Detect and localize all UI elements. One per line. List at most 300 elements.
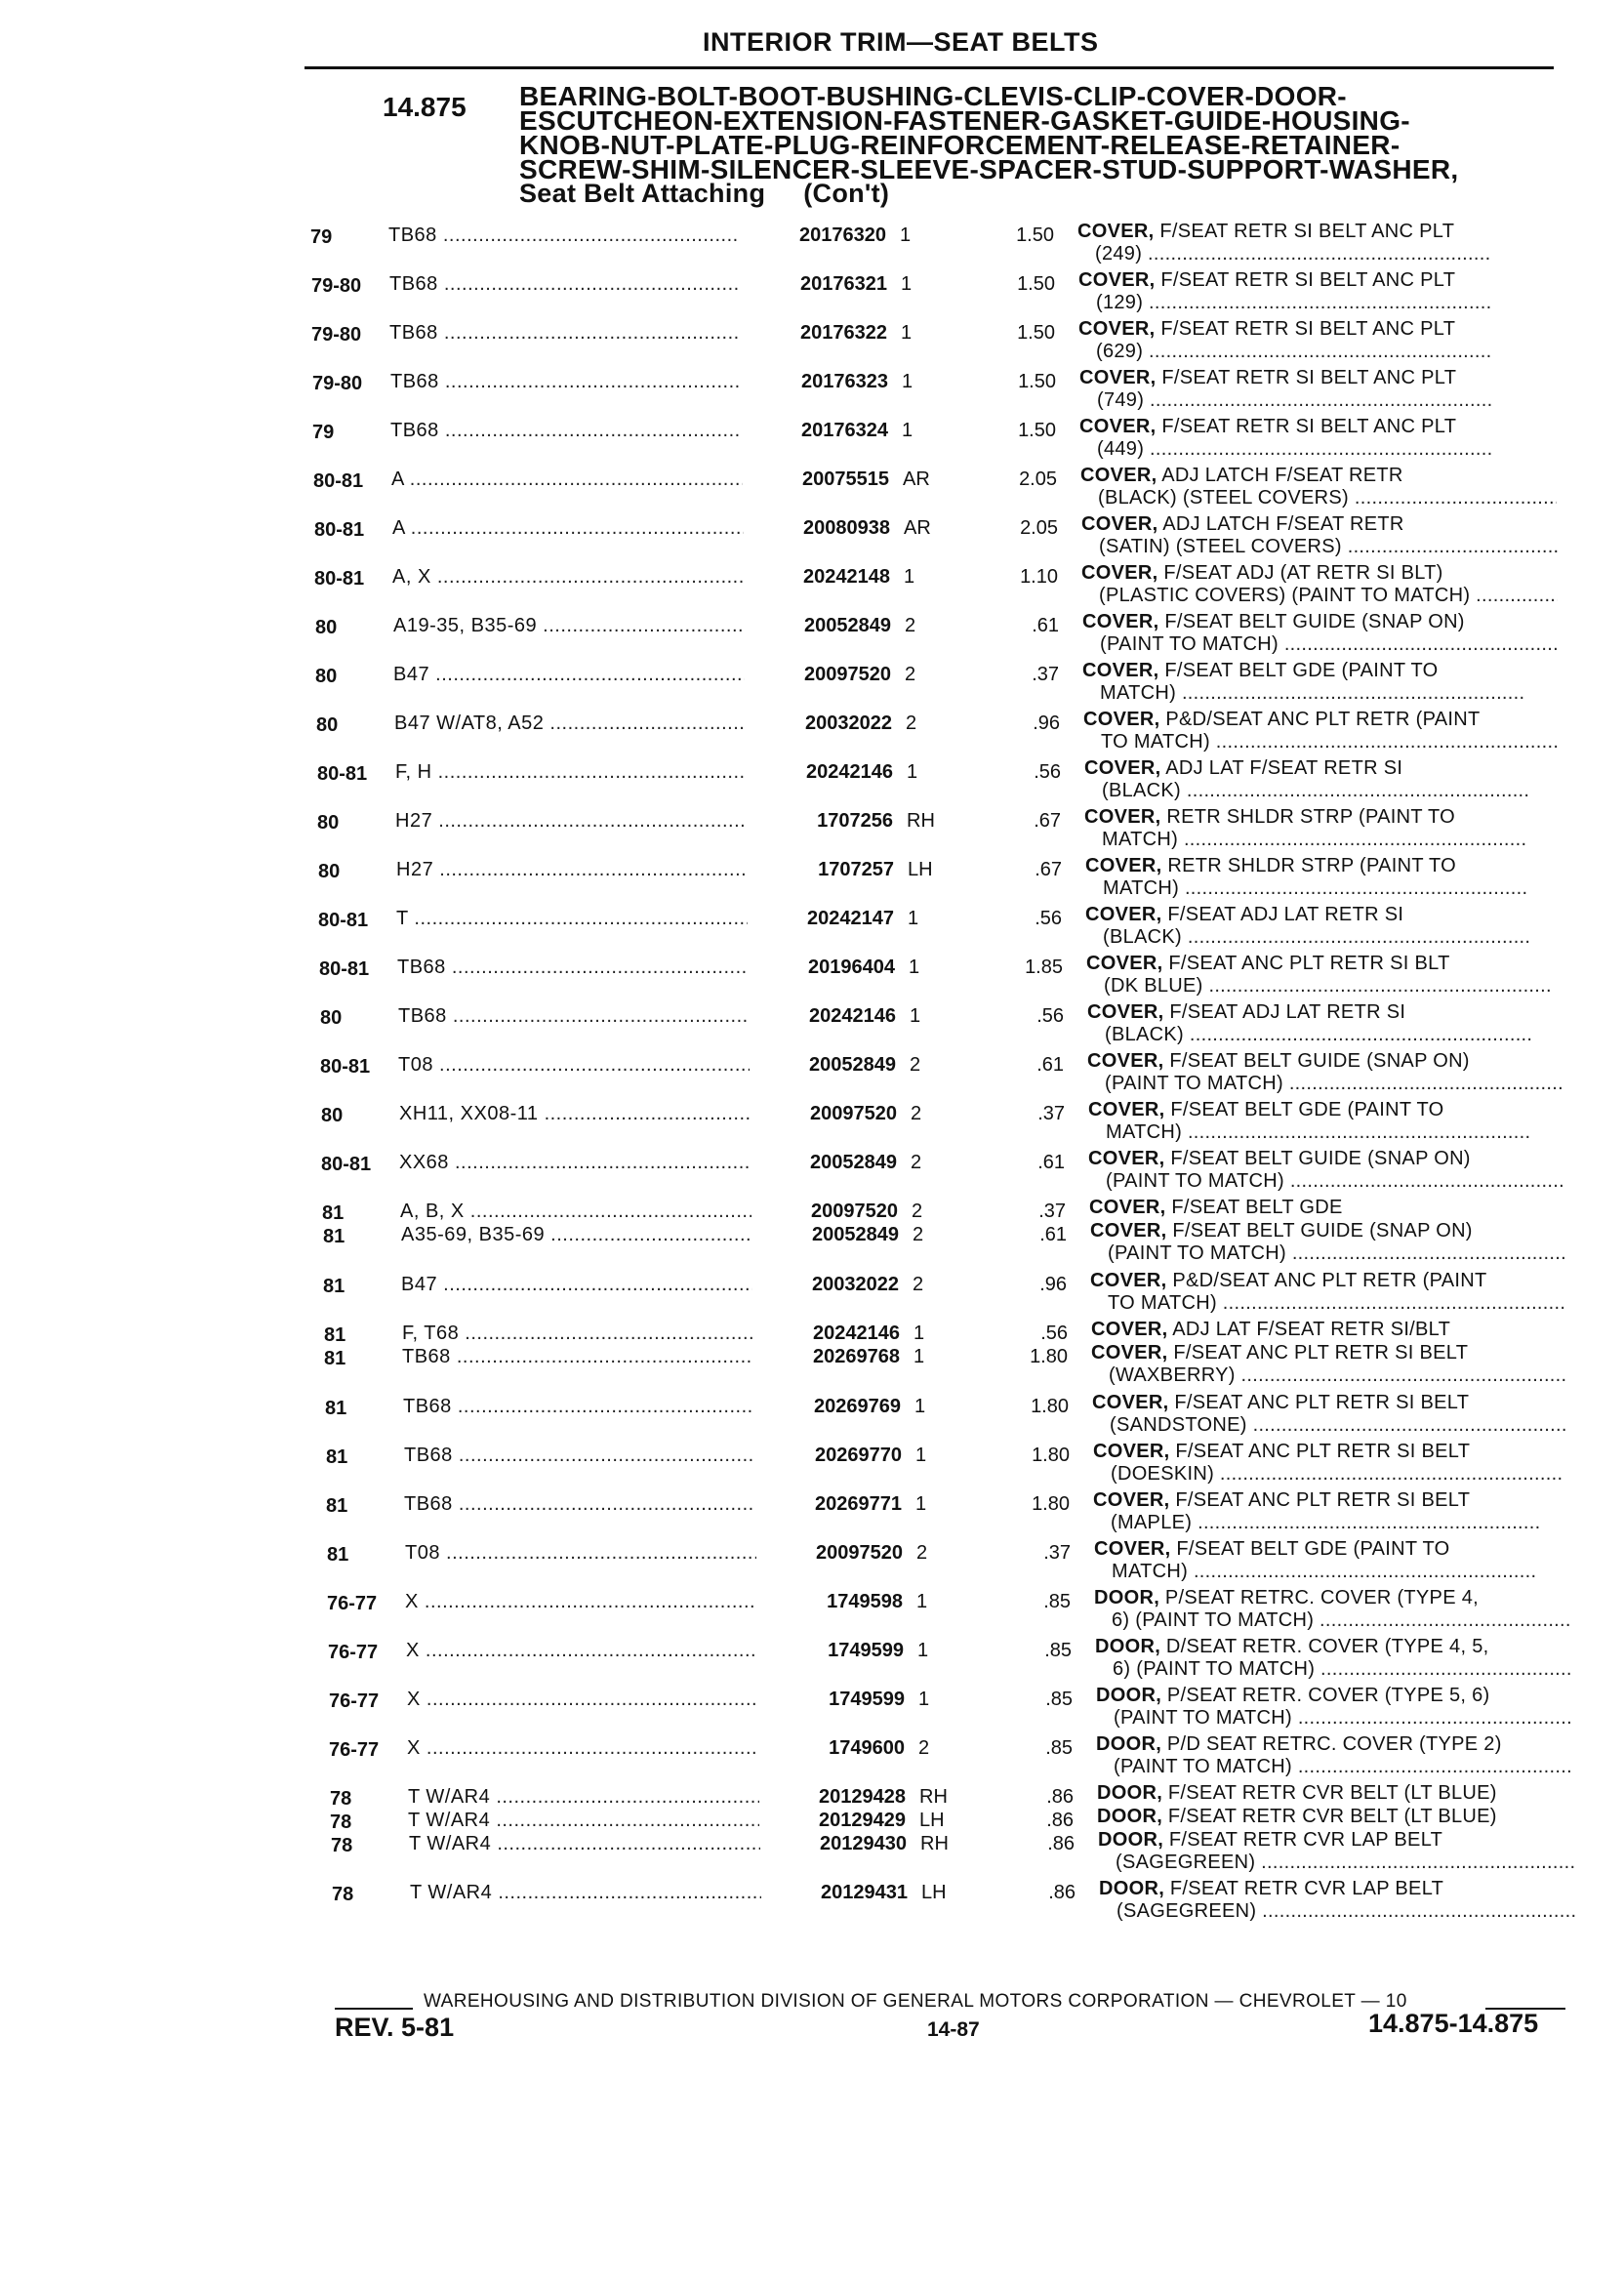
quantity-cell: LH (921, 1882, 947, 1903)
description-continuation: MATCH) ..... (1102, 829, 1561, 851)
year-cell: 78 (330, 1788, 352, 1810)
quantity-cell: 1 (914, 1323, 925, 1344)
year-cell: 76-77 (329, 1690, 380, 1712)
part-number-cell: 20097520 (816, 1542, 903, 1564)
description-cell: COVER, F/SEAT RETR SI BELT ANC PLT (1079, 416, 1457, 437)
price-cell: 2.05 (1020, 517, 1058, 539)
year-cell: 81 (326, 1495, 348, 1517)
description-continuation: (PAINT TO MATCH) ..... (1114, 1707, 1572, 1730)
model-cell: T W/AR4 ..... (408, 1786, 759, 1809)
part-number-cell: 20196404 (808, 957, 895, 978)
table-row (11, 1099, 1624, 1148)
price-cell: 1.10 (1020, 566, 1058, 588)
price-cell: .61 (1036, 1054, 1064, 1076)
price-cell: 1.80 (1032, 1445, 1070, 1466)
year-cell: 80-81 (319, 958, 370, 980)
table-row (21, 1878, 1624, 1927)
price-cell: .85 (1043, 1591, 1071, 1612)
part-number-cell: 20242146 (813, 1323, 900, 1344)
model-cell: A ..... (391, 468, 743, 491)
price-cell: .86 (1046, 1810, 1074, 1831)
footer-rule-left (335, 2008, 413, 2010)
quantity-cell: 2 (906, 712, 917, 734)
part-number-cell: 1749599 (829, 1689, 905, 1710)
description-cell: DOOR, F/SEAT RETR CVR LAP BELT (1099, 1878, 1444, 1899)
price-cell: .67 (1034, 810, 1061, 832)
quantity-cell: LH (908, 859, 933, 880)
model-cell: TB68 ..... (389, 322, 741, 345)
description-cell: COVER, ADJ LAT F/SEAT RETR SI (1084, 757, 1403, 779)
part-number-cell: 20032022 (805, 712, 892, 734)
description-continuation: (SAGEGREEN) ..... (1116, 1852, 1574, 1874)
description-cell: COVER, F/SEAT RETR SI BELT ANC PLT (1078, 269, 1456, 291)
description-continuation: (749) ..... (1097, 389, 1556, 412)
price-cell: .61 (1037, 1152, 1065, 1173)
part-number-cell: 20052849 (804, 615, 891, 636)
description-cell: COVER, F/SEAT ANC PLT RETR SI BELT (1092, 1392, 1470, 1413)
description-continuation: (629) ..... (1096, 341, 1555, 363)
year-cell: 80-81 (321, 1154, 372, 1175)
price-cell: .61 (1039, 1224, 1067, 1245)
table-row (0, 221, 1624, 269)
model-cell: A, B, X ..... (400, 1201, 751, 1223)
price-cell: 1.80 (1032, 1493, 1070, 1515)
part-number-cell: 1749600 (829, 1737, 905, 1759)
section-number: 14.875 (383, 92, 467, 122)
price-cell: .85 (1045, 1737, 1073, 1759)
model-cell: A19-35, B35-69 ..... (393, 615, 745, 637)
description-cell: COVER, F/SEAT BELT GUIDE (SNAP ON) (1087, 1050, 1470, 1072)
part-number-cell: 20269770 (815, 1445, 902, 1466)
description-cell: COVER, F/SEAT RETR SI BELT ANC PLT (1079, 367, 1457, 388)
year-cell: 76-77 (327, 1593, 378, 1614)
description-continuation: (249) ..... (1095, 243, 1554, 265)
quantity-cell: 2 (918, 1737, 930, 1759)
description-continuation: MATCH) ..... (1112, 1561, 1570, 1583)
description-continuation: 6) (PAINT TO MATCH) ..... (1112, 1609, 1570, 1632)
quantity-cell: 1 (914, 1396, 926, 1417)
year-cell: 81 (323, 1276, 345, 1297)
part-number-cell: 20269769 (814, 1396, 901, 1417)
description-cell: COVER, F/SEAT ADJ LAT RETR SI (1087, 1001, 1406, 1023)
part-number-cell: 20080938 (803, 517, 890, 539)
description-continuation: MATCH) ..... (1103, 877, 1562, 900)
quantity-cell: RH (907, 810, 935, 832)
description-continuation: MATCH) ..... (1100, 682, 1559, 705)
part-number-cell: 20269768 (813, 1346, 900, 1367)
year-cell: 81 (326, 1446, 348, 1468)
description-cell: DOOR, F/SEAT RETR CVR BELT (LT BLUE) (1097, 1806, 1497, 1827)
price-cell: .86 (1047, 1833, 1075, 1854)
price-cell: 1.50 (1017, 322, 1055, 344)
description-continuation: (SAGEGREEN) ..... (1116, 1900, 1575, 1923)
quantity-cell: 1 (907, 761, 918, 783)
quantity-cell: 2 (905, 664, 916, 685)
description-continuation: 6) (PAINT TO MATCH) ..... (1113, 1658, 1571, 1681)
price-cell: .61 (1032, 615, 1059, 636)
table-row (19, 1685, 1624, 1733)
description-continuation: (BLACK) ..... (1105, 1024, 1563, 1046)
table-row (16, 1489, 1624, 1538)
model-cell: X ..... (405, 1591, 756, 1613)
description-cell: COVER, F/SEAT BELT GUIDE (SNAP ON) (1082, 611, 1465, 632)
year-cell: 76-77 (329, 1739, 380, 1761)
quantity-cell: AR (903, 468, 930, 490)
description-continuation: (PAINT TO MATCH) ..... (1106, 1170, 1564, 1193)
description-continuation: (DOESKIN) ..... (1111, 1463, 1569, 1486)
description-cell: DOOR, P/SEAT RETR. COVER (TYPE 5, 6) (1096, 1685, 1490, 1706)
year-cell: 76-77 (328, 1642, 379, 1663)
section-range: 14.875-14.875 (1368, 2009, 1539, 2038)
description-cell: COVER, F/SEAT ADJ (AT RETR SI BLT) (1081, 562, 1443, 584)
price-cell: .85 (1044, 1640, 1072, 1661)
year-cell: 79 (310, 226, 333, 248)
part-number-cell: 20176322 (800, 322, 887, 344)
quantity-cell: 2 (913, 1224, 924, 1245)
part-number-cell: 20242148 (803, 566, 890, 588)
table-row (14, 1342, 1624, 1391)
quantity-cell: 1 (917, 1640, 929, 1661)
description-continuation: TO MATCH) ..... (1108, 1292, 1566, 1315)
section-title-line: SCREW-SHIM-SILENCER-SLEEVE-SPACER-STUD-SUPPORT-WASHER, (519, 154, 1459, 184)
part-number-cell: 20176323 (801, 371, 888, 392)
part-number-cell: 20176324 (801, 420, 888, 441)
year-cell: 80 (318, 861, 341, 882)
price-cell: .56 (1034, 761, 1061, 783)
year-cell: 81 (327, 1544, 349, 1566)
year-cell: 81 (324, 1324, 346, 1346)
year-cell: 78 (331, 1835, 353, 1856)
year-cell: 80 (316, 714, 339, 736)
section-title-line: BEARING-BOLT-BOOT-BUSHING-CLEVIS-CLIP-COVER-DOOR- (519, 81, 1347, 111)
price-cell: .96 (1033, 712, 1060, 734)
description-continuation: (PAINT TO MATCH) ..... (1114, 1756, 1572, 1778)
description-cell: COVER, ADJ LATCH F/SEAT RETR (1080, 465, 1403, 486)
quantity-cell: 1 (909, 957, 920, 978)
quantity-cell: LH (919, 1810, 945, 1831)
quantity-cell: RH (920, 1833, 949, 1854)
model-cell: T W/AR4 ..... (408, 1810, 759, 1832)
part-number-cell: 20052849 (810, 1152, 897, 1173)
table-row (7, 757, 1624, 806)
quantity-cell: 1 (915, 1445, 927, 1466)
description-continuation: (PAINT TO MATCH) ..... (1108, 1242, 1566, 1265)
table-row (17, 1538, 1624, 1587)
description-cell: COVER, F/SEAT BELT GUIDE (SNAP ON) (1088, 1148, 1471, 1169)
description-continuation: (129) ..... (1096, 292, 1555, 314)
description-cell: COVER, F/SEAT BELT GDE (PAINT TO (1094, 1538, 1450, 1560)
description-continuation: (BLACK) ..... (1102, 780, 1561, 802)
table-row (10, 1050, 1624, 1099)
part-number-cell: 20176320 (799, 224, 886, 246)
model-cell: XH11, XX08-11 ..... (399, 1103, 751, 1125)
description-cell: COVER, F/SEAT ANC PLT RETR SI BELT (1093, 1441, 1471, 1462)
part-number-cell: 20097520 (811, 1201, 898, 1222)
price-cell: 1.50 (1018, 420, 1056, 441)
description-cell: COVER, RETR SHLDR STRP (PAINT TO (1085, 855, 1457, 876)
table-row (13, 1220, 1624, 1269)
table-row (7, 806, 1624, 855)
year-cell: 78 (332, 1884, 354, 1905)
description-cell: COVER, F/SEAT ADJ LAT RETR SI (1085, 904, 1404, 925)
price-cell: .86 (1048, 1882, 1076, 1903)
model-cell: X ..... (407, 1737, 758, 1760)
price-cell: .56 (1036, 1005, 1064, 1027)
part-number-cell: 20129428 (819, 1786, 906, 1808)
table-row (2, 416, 1624, 465)
description-continuation: (449) ..... (1097, 438, 1556, 461)
model-cell: TB68 ..... (397, 957, 749, 979)
part-number-cell: 1707257 (818, 859, 894, 880)
model-cell: TB68 ..... (404, 1493, 755, 1516)
part-number-cell: 20032022 (812, 1274, 899, 1295)
model-cell: TB68 ..... (390, 420, 742, 442)
quantity-cell: 1 (918, 1689, 930, 1710)
description-cell: COVER, F/SEAT RETR SI BELT ANC PLT (1077, 221, 1455, 242)
description-cell: DOOR, P/D SEAT RETRC. COVER (TYPE 2) (1096, 1733, 1502, 1755)
table-row (17, 1587, 1624, 1636)
table-row (8, 855, 1624, 904)
model-cell: A35-69, B35-69 ..... (401, 1224, 752, 1246)
model-cell: XX68 ..... (399, 1152, 751, 1174)
section-title-line: KNOB-NUT-PLATE-PLUG-REINFORCEMENT-RELEASE-RETAINER- (519, 130, 1401, 160)
quantity-cell: 1 (916, 1591, 928, 1612)
price-cell: .37 (1037, 1103, 1065, 1124)
table-row (19, 1733, 1624, 1782)
year-cell: 80-81 (317, 763, 368, 785)
quantity-cell: 1 (902, 420, 914, 441)
model-cell: X ..... (407, 1689, 758, 1711)
part-number-cell: 20269771 (815, 1493, 902, 1515)
revision-label: REV. 5-81 (335, 2013, 455, 2042)
quantity-cell: 2 (905, 615, 916, 636)
price-cell: 1.80 (1031, 1396, 1069, 1417)
model-cell: B47 ..... (393, 664, 745, 686)
table-row (11, 1148, 1624, 1197)
footer-division: WAREHOUSING AND DISTRIBUTION DIVISION OF GENERAL MOTORS CORPORATION — CHEVROLET — 10 (424, 1991, 1407, 2012)
description-continuation: (WAXBERRY) ..... (1109, 1364, 1567, 1387)
table-row (15, 1392, 1624, 1441)
model-cell: T08 ..... (405, 1542, 756, 1565)
model-cell: A, X ..... (392, 566, 744, 589)
model-cell: TB68 ..... (389, 273, 741, 296)
description-cell: COVER, P&D/SEAT ANC PLT RETR (PAINT (1090, 1270, 1487, 1291)
price-cell: .37 (1032, 664, 1059, 685)
description-cell: COVER, F/SEAT ANC PLT RETR SI BELT (1091, 1342, 1469, 1364)
price-cell: 1.80 (1030, 1346, 1068, 1367)
description-cell: COVER, F/SEAT BELT GDE (1089, 1197, 1343, 1218)
description-cell: COVER, P&D/SEAT ANC PLT RETR (PAINT (1083, 709, 1481, 730)
description-continuation: (DK BLUE) ..... (1104, 975, 1563, 998)
quantity-cell: AR (904, 517, 931, 539)
quantity-cell: 1 (901, 273, 913, 295)
year-cell: 80-81 (318, 910, 369, 931)
section-title-line: ESCUTCHEON-EXTENSION-FASTENER-GASKET-GUIDE-HOUSING- (519, 105, 1410, 136)
description-cell: COVER, F/SEAT BELT GUIDE (SNAP ON) (1090, 1220, 1473, 1242)
model-cell: H27 ..... (396, 859, 748, 881)
part-number-cell: 20242146 (809, 1005, 896, 1027)
table-row (5, 660, 1624, 709)
description-cell: COVER, F/SEAT BELT GDE (PAINT TO (1082, 660, 1439, 681)
part-number-cell: 20129430 (820, 1833, 907, 1854)
model-cell: T08 ..... (398, 1054, 750, 1077)
year-cell: 78 (330, 1812, 352, 1833)
quantity-cell: RH (919, 1786, 948, 1808)
part-number-cell: 20129431 (821, 1882, 908, 1903)
model-cell: F, H ..... (395, 761, 747, 784)
model-cell: T W/AR4 ..... (409, 1833, 760, 1855)
page-number: 14-87 (927, 2018, 980, 2041)
price-cell: .67 (1035, 859, 1062, 880)
price-cell: .37 (1038, 1201, 1066, 1222)
table-row (18, 1636, 1624, 1685)
price-cell: .86 (1046, 1786, 1074, 1808)
description-continuation: (PAINT TO MATCH) ..... (1105, 1073, 1563, 1095)
year-cell: 80 (317, 812, 340, 834)
quantity-cell: 1 (915, 1493, 927, 1515)
year-cell: 79-80 (311, 324, 362, 346)
part-number-cell: 1749599 (828, 1640, 904, 1661)
description-continuation: (SANDSTONE) ..... (1110, 1414, 1568, 1437)
model-cell: T ..... (396, 908, 748, 930)
quantity-cell: 2 (910, 1054, 921, 1076)
table-row (2, 367, 1624, 416)
year-cell: 79-80 (311, 275, 362, 297)
part-number-cell: 20242146 (806, 761, 893, 783)
model-cell: H27 ..... (395, 810, 747, 833)
table-row (13, 1270, 1624, 1319)
description-continuation: (SATIN) (STEEL COVERS) ..... (1099, 536, 1558, 558)
description-continuation: (BLACK) (STEEL COVERS) ..... (1098, 487, 1557, 509)
model-cell: X ..... (406, 1640, 757, 1662)
price-cell: .85 (1045, 1689, 1073, 1710)
quantity-cell: 1 (901, 322, 913, 344)
description-continuation: (BLACK) ..... (1103, 926, 1562, 949)
model-cell: TB68 ..... (398, 1005, 750, 1028)
model-cell: T W/AR4 ..... (410, 1882, 761, 1904)
year-cell: 80 (315, 617, 338, 638)
part-number-cell: 1707256 (817, 810, 893, 832)
price-cell: .37 (1043, 1542, 1071, 1564)
part-number-cell: 20176321 (800, 273, 887, 295)
description-continuation: (MAPLE) ..... (1111, 1512, 1569, 1534)
table-row (4, 562, 1624, 611)
description-cell: DOOR, D/SEAT RETR. COVER (TYPE 4, 5, (1095, 1636, 1489, 1657)
part-number-cell: 20052849 (812, 1224, 899, 1245)
model-cell: TB68 ..... (402, 1346, 753, 1368)
table-row (8, 904, 1624, 953)
year-cell: 80 (315, 666, 338, 687)
part-number-cell: 20052849 (809, 1054, 896, 1076)
quantity-cell: 1 (910, 1005, 921, 1027)
year-cell: 81 (325, 1398, 347, 1419)
model-cell: F, T68 ..... (402, 1323, 753, 1345)
description-cell: COVER, F/SEAT RETR SI BELT ANC PLT (1078, 318, 1456, 340)
year-cell: 80 (320, 1007, 343, 1029)
quantity-cell: 2 (912, 1201, 923, 1222)
price-cell: 1.50 (1017, 273, 1055, 295)
quantity-cell: 2 (911, 1152, 922, 1173)
quantity-cell: 1 (914, 1346, 925, 1367)
quantity-cell: 1 (902, 371, 914, 392)
year-cell: 81 (323, 1226, 345, 1247)
table-row (6, 709, 1624, 757)
description-cell: DOOR, P/SEAT RETRC. COVER (TYPE 4, (1094, 1587, 1479, 1608)
model-cell: B47 W/AT8, A52 ..... (394, 712, 746, 735)
year-cell: 79-80 (312, 373, 363, 394)
description-continuation: (PLASTIC COVERS) (PAINT TO MATCH) ..... (1099, 585, 1558, 607)
model-cell: TB68 ..... (390, 371, 742, 393)
year-cell: 80 (321, 1105, 344, 1126)
part-number-cell: 20242147 (807, 908, 894, 929)
year-cell: 80-81 (313, 470, 364, 492)
year-cell: 80-81 (320, 1056, 371, 1078)
description-cell: COVER, ADJ LATCH F/SEAT RETR (1081, 513, 1404, 535)
description-cell: COVER, F/SEAT ANC PLT RETR SI BLT (1086, 953, 1450, 974)
description-cell: COVER, F/SEAT ANC PLT RETR SI BELT (1093, 1489, 1471, 1511)
model-cell: B47 ..... (401, 1274, 752, 1296)
section-subtitle: Seat Belt Attaching (Con't) (519, 179, 890, 208)
price-cell: 2.05 (1019, 468, 1057, 490)
table-row (16, 1441, 1624, 1489)
part-number-cell: 20097520 (804, 664, 891, 685)
description-cell: COVER, RETR SHLDR STRP (PAINT TO (1084, 806, 1456, 828)
description-cell: DOOR, F/SEAT RETR CVR BELT (LT BLUE) (1097, 1782, 1497, 1804)
model-cell: TB68 ..... (404, 1445, 755, 1467)
table-row (20, 1829, 1624, 1878)
description-continuation: (PAINT TO MATCH) ..... (1100, 633, 1559, 656)
price-cell: 1.50 (1016, 224, 1054, 246)
part-number-cell: 20097520 (810, 1103, 897, 1124)
model-cell: A ..... (392, 517, 744, 540)
year-cell: 81 (322, 1202, 345, 1224)
description-cell: DOOR, F/SEAT RETR CVR LAP BELT (1098, 1829, 1443, 1851)
quantity-cell: 2 (911, 1103, 922, 1124)
price-cell: .56 (1040, 1323, 1068, 1344)
part-number-cell: 20075515 (802, 468, 889, 490)
table-row (9, 953, 1624, 1001)
table-row (3, 465, 1624, 513)
table-row (1, 269, 1624, 318)
part-number-cell: 20129429 (819, 1810, 906, 1831)
year-cell: 81 (324, 1348, 346, 1369)
quantity-cell: 2 (913, 1274, 924, 1295)
description-continuation: TO MATCH) ..... (1101, 731, 1560, 753)
model-cell: TB68 ..... (403, 1396, 754, 1418)
price-cell: .56 (1035, 908, 1062, 929)
year-cell: 80-81 (314, 568, 365, 590)
year-cell: 80-81 (314, 519, 365, 541)
table-row (4, 513, 1624, 562)
quantity-cell: 1 (908, 908, 919, 929)
price-cell: 1.50 (1018, 371, 1056, 392)
page-title: INTERIOR TRIM—SEAT BELTS (703, 27, 1099, 57)
table-row (1, 318, 1624, 367)
price-cell: .96 (1039, 1274, 1067, 1295)
description-continuation: MATCH) ..... (1106, 1121, 1564, 1144)
description-cell: COVER, F/SEAT BELT GDE (PAINT TO (1088, 1099, 1444, 1120)
table-row (5, 611, 1624, 660)
table-row (10, 1001, 1624, 1050)
quantity-cell: 2 (916, 1542, 928, 1564)
part-number-cell: 1749598 (827, 1591, 903, 1612)
quantity-cell: 1 (904, 566, 915, 588)
quantity-cell: 1 (900, 224, 912, 246)
year-cell: 79 (312, 422, 335, 443)
description-cell: COVER, ADJ LAT F/SEAT RETR SI/BLT (1091, 1319, 1451, 1340)
price-cell: 1.85 (1025, 957, 1063, 978)
model-cell: TB68 ..... (388, 224, 740, 247)
